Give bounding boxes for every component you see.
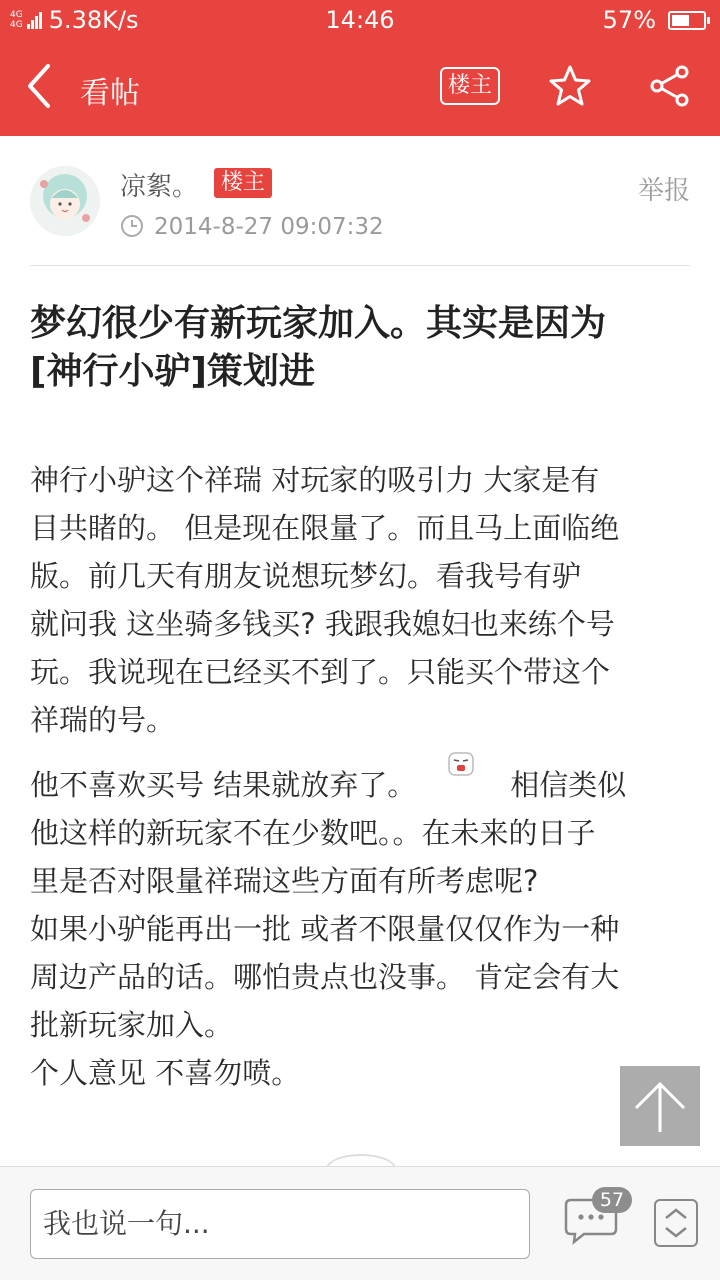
avatar[interactable] <box>30 166 100 236</box>
back-to-top-button[interactable] <box>620 1066 700 1146</box>
post-line-text: 相信类似 <box>510 768 627 802</box>
arrow-up-icon <box>620 1066 700 1146</box>
network-type-top: 4G <box>10 10 23 20</box>
battery-percent: 57% <box>602 6 656 34</box>
network-type-bottom: 4G <box>10 20 23 30</box>
emoticon-icon <box>446 749 476 779</box>
post-line: 目共睹的。 但是现在限量了。而且马上面临绝 <box>30 511 620 545</box>
status-bar <box>0 0 720 38</box>
post-line: 就问我 这坐骑多钱买? 我跟我媳妇也来练个号 <box>30 607 615 641</box>
report-button[interactable]: 举报 <box>637 176 690 206</box>
star-icon <box>548 64 592 108</box>
post-time: 2014-8-27 09:07:32 <box>154 214 384 240</box>
bottom-bar <box>0 1166 720 1280</box>
author-row <box>30 160 690 266</box>
post-line: 里是否对限量祥瑞这些方面有所考虑呢? <box>30 864 539 898</box>
share-button[interactable] <box>648 64 692 108</box>
post-line: 如果小驴能再出一批 或者不限量仅仅作为一种 <box>30 912 620 946</box>
network-speed: 5.38K/s <box>48 6 139 34</box>
page-up-down-icon <box>656 1201 696 1245</box>
reply-input[interactable]: 我也说一句... <box>30 1189 530 1259</box>
battery-icon <box>668 11 706 30</box>
author-name[interactable]: 凉絮。 <box>120 172 199 202</box>
post-body <box>30 456 690 1114</box>
chevron-left-icon <box>18 60 66 112</box>
post-line <box>30 761 690 809</box>
post-line: 他这样的新玩家不在少数吧。。在未来的日子 <box>30 816 596 850</box>
page-switch-button[interactable] <box>654 1199 698 1247</box>
post-line: 祥瑞的号。 <box>30 703 176 737</box>
avatar-image <box>30 166 100 236</box>
post-title-line: 梦幻很少有新玩家加入。其实是因为 <box>30 303 607 344</box>
post-line: 玩。我说现在已经买不到了。只能买个带这个 <box>30 655 611 689</box>
post-paragraph <box>30 456 690 744</box>
post-line: 版。前几天有朋友说想玩梦幻。看我号有驴 <box>30 559 582 593</box>
app-header <box>0 38 720 136</box>
owner-only-button[interactable]: 楼主 <box>440 67 500 105</box>
clock: 14:46 <box>325 6 395 34</box>
post-line: 神行小驴这个祥瑞 对玩家的吸引力 大家是有 <box>30 463 600 497</box>
post-line: 周边产品的话。哪怕贵点也没事。 肯定会有大 <box>30 960 620 994</box>
post-line-text: 他不喜欢买号 结果就放弃了。 <box>30 768 417 802</box>
post-line: 批新玩家加入。 <box>30 1008 234 1042</box>
share-icon <box>648 64 692 108</box>
post-line: 个人意见 不喜勿喷。 <box>30 1056 301 1090</box>
page-title: 看帖 <box>80 76 140 111</box>
post-title <box>30 300 690 396</box>
back-button[interactable] <box>18 60 66 112</box>
favorite-button[interactable] <box>548 64 592 108</box>
clock-icon <box>120 214 144 238</box>
post-title-line: [神行小驴]策划进 <box>30 351 315 392</box>
status-right <box>603 6 706 34</box>
owner-badge: 楼主 <box>214 168 272 198</box>
post-paragraph <box>30 761 690 1097</box>
comment-count-badge: 57 <box>592 1187 632 1213</box>
